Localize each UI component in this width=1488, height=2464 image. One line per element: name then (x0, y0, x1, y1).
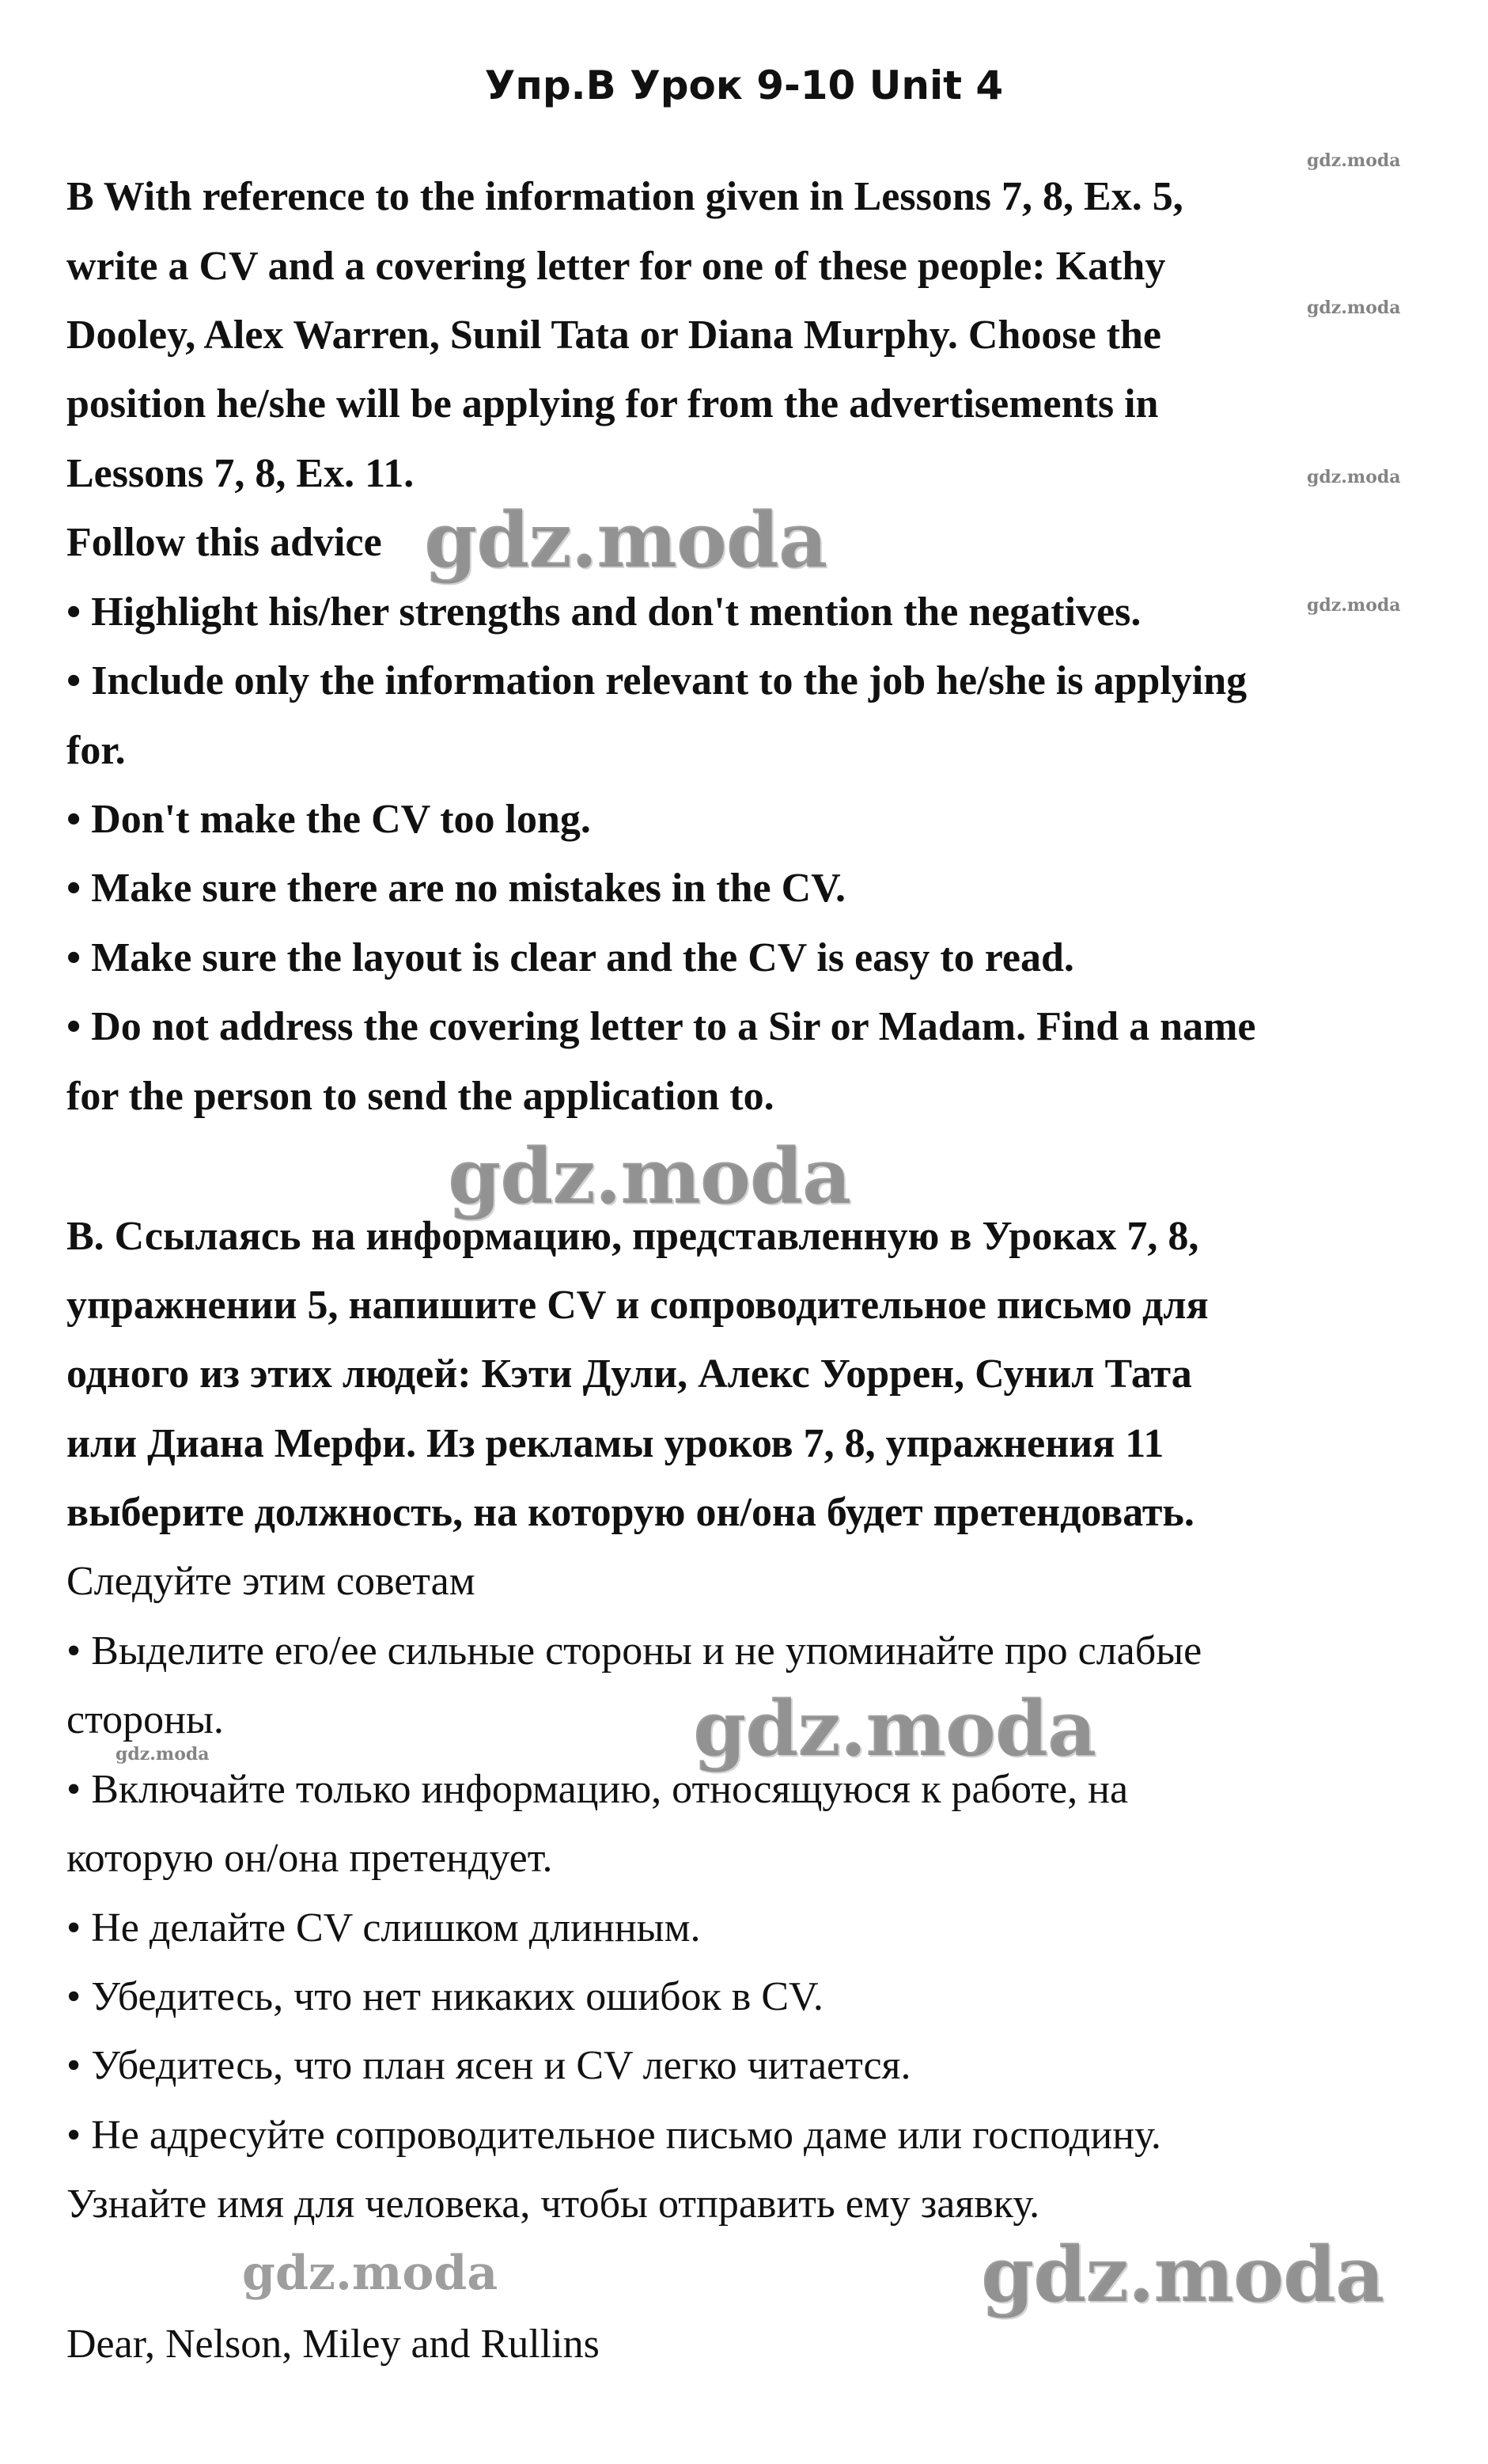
russian-line: Узнайте имя для человека, чтобы отправить ему заявку. (66, 2182, 1040, 2227)
russian-task-line: B. Ссылаясь на информацию, представленную в Уроках 7, 8, (66, 1214, 1199, 1259)
english-line: for the person to send the application to. (66, 1074, 774, 1119)
watermark-large: gdz.moda (448, 1132, 851, 1221)
russian-bullet: • Убедитесь, что нет никаких ошибок в CV. (66, 1974, 824, 2019)
russian-line: Следуйте этим советам (66, 1559, 475, 1604)
russian-bullet: • Не адресуйте сопроводительное письмо даме или господину. (66, 2113, 1161, 2158)
russian-task-line: упражнении 5, напишите CV и сопроводительное письмо для (66, 1283, 1209, 1328)
russian-bullet: • Включайте только информацию, относящуюся к работе, на (66, 1767, 1129, 1812)
closing-line: Dear, Nelson, Miley and Rullins (66, 2322, 600, 2367)
watermark-large: gdz.moda (981, 2230, 1384, 2319)
page-title: Упр.B Урок 9-10 Unit 4 (484, 63, 1004, 108)
watermark-small: gdz.moda (1307, 298, 1401, 318)
russian-bullet: • Убедитесь, что план ясен и CV легко читается. (66, 2043, 911, 2088)
english-bullet: • Highlight his/her strengths and don't mention the negatives. (66, 589, 1142, 635)
russian-task-line: выберите должность, на которую он/она будет претендовать. (66, 1490, 1195, 1535)
english-bullet: • Make sure the layout is clear and the CV is easy to read. (66, 935, 1074, 980)
english-line: Lessons 7, 8, Ex. 11. (66, 451, 415, 496)
english-line: B With reference to the information given in Lessons 7, 8, Ex. 5, (66, 174, 1183, 219)
russian-bullet: • Не делайте CV слишком длинным. (66, 1905, 701, 1950)
english-bullet: • Include only the information relevant to the job he/she is applying (66, 658, 1248, 703)
watermark-large: gdz.moda (693, 1684, 1096, 1773)
english-line: position he/she will be applying for from the advertisements in (66, 381, 1159, 426)
english-line: Follow this advice (66, 520, 382, 565)
russian-line: стороны. (66, 1697, 224, 1742)
watermark-small: gdz.moda (1307, 150, 1401, 171)
english-bullet: • Don't make the CV too long. (66, 797, 591, 842)
english-line: write a CV and a covering letter for one of these people: Kathy (66, 244, 1166, 289)
watermark-small: gdz.moda (115, 1744, 210, 1765)
russian-line: которую он/она претендует. (66, 1836, 553, 1881)
russian-task-line: одного из этих людей: Кэти Дули, Алекс Уоррен, Сунил Тата (66, 1351, 1192, 1397)
english-bullet: • Do not address the covering letter to a Sir or Madam. Find a name (66, 1004, 1256, 1049)
watermark-medium: gdz.moda (242, 2246, 498, 2301)
russian-bullet: • Выделите его/ее сильные стороны и не упоминайте про слабые (66, 1628, 1202, 1674)
watermark-small: gdz.moda (1307, 467, 1401, 487)
english-line: Dooley, Alex Warren, Sunil Tata or Diana Murphy. Choose the (66, 313, 1161, 358)
english-bullet: • Make sure there are no mistakes in the CV. (66, 866, 846, 911)
english-line: for. (66, 728, 126, 773)
watermark-large: gdz.moda (424, 495, 827, 585)
watermark-small: gdz.moda (1307, 595, 1401, 616)
russian-task-line: или Диана Мерфи. Из рекламы уроков 7, 8, упражнения 11 (66, 1421, 1164, 1466)
